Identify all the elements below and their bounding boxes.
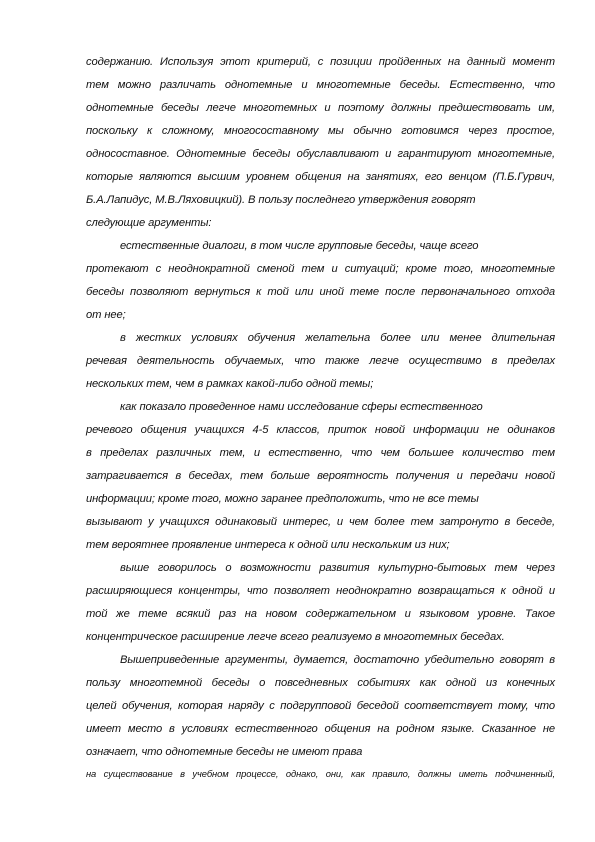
text-line: поскольку к сложному, многосоставному мы обычно готовимся через простое, bbox=[86, 125, 555, 137]
text-line: однотемные беседы легче многотемных и поэтому должны предшествовать им, bbox=[86, 102, 556, 114]
list-item-line: концентрическое расширение легче всего реализуемо в многотемных беседах. bbox=[86, 631, 505, 643]
list-item-line: естественные диалоги, в том числе групповые беседы, чаще всего bbox=[120, 240, 479, 252]
list-item-line: расширяющиеся концентры, что позволяет неоднократно возвращаться к одной и bbox=[86, 585, 556, 597]
list-item-line: затрагивается в беседах, тем больше вероятность получения и передачи новой bbox=[86, 470, 556, 482]
list-item-line: выше говорилось о возможности развития культурно-бытовых тем через bbox=[120, 562, 556, 574]
list-item-line: нескольких тем, чем в рамках какой-либо одной темы; bbox=[86, 378, 374, 390]
text-line: Б.А.Лапидус, М.В.Ляховицкий). В пользу последнего утверждения говорят bbox=[86, 194, 476, 206]
list-item-line: той же теме всякий раз на новом содержательном и языковом уровне. Такое bbox=[86, 608, 556, 620]
list-item-line: информации; кроме того, можно заранее предположить, что не все темы bbox=[86, 493, 479, 505]
list-item-line: речевая деятельность обучаемых, что также легче осуществимо в пределах bbox=[86, 355, 556, 367]
text-line: означает, что однотемные беседы не имеют права bbox=[86, 746, 363, 758]
list-item-line: тем вероятнее проявление интереса к одной или нескольким из них; bbox=[86, 539, 450, 551]
list-item-line: вызывают у учащихся одинаковый интерес, и чем более тем затронуто в беседе, bbox=[86, 516, 556, 528]
text-line: тем можно различать однотемные и многотемные беседы. Естественно, что bbox=[86, 79, 555, 91]
text-line: следующие аргументы: bbox=[86, 217, 212, 229]
text-line: целей обучения, которая наряду с подгрупповой беседой соответствует тому, что bbox=[86, 700, 555, 712]
list-item-line: речевого общения учащихся 4-5 классов, приток новой информации не одинаков bbox=[86, 424, 555, 436]
list-item-line: как показало проведенное нами исследование сферы естественного bbox=[120, 401, 483, 413]
text-line: содержанию. Используя этот критерий, с позиции пройденных на данный момент bbox=[86, 56, 555, 68]
text-line: пользу многотемной беседы о повседневных событиях как одной из конечных bbox=[86, 677, 556, 689]
footnote-line: на существование в учебном процессе, однако, они, как правило, должны иметь подчиненный, bbox=[86, 768, 556, 779]
list-item-line: в пределах различных тем, и естественно, что чем большее количество тем bbox=[86, 447, 555, 459]
text-line: односоставное. Однотемные беседы обуславливают и гарантируют многотемные, bbox=[86, 148, 555, 160]
list-item-line: беседы позволяют вернуться к той или иной теме после первоначального отхода bbox=[86, 286, 556, 298]
list-item-line: протекают с неоднократной сменой тем и ситуаций; кроме того, многотемные bbox=[86, 263, 555, 275]
list-item-line: в жестких условиях обучения желательна более или менее длительная bbox=[120, 332, 555, 344]
text-line: имеет место в условиях естественного общения на родном языке. Сказанное не bbox=[86, 723, 556, 735]
list-item-line: от нее; bbox=[86, 309, 126, 321]
text-line: Вышеприведенные аргументы, думается, достаточно убедительно говорят в bbox=[120, 654, 555, 666]
text-line: которые являются высшим уровнем общения на занятиях, его венцом (П.Б.Гурвич, bbox=[86, 171, 556, 183]
